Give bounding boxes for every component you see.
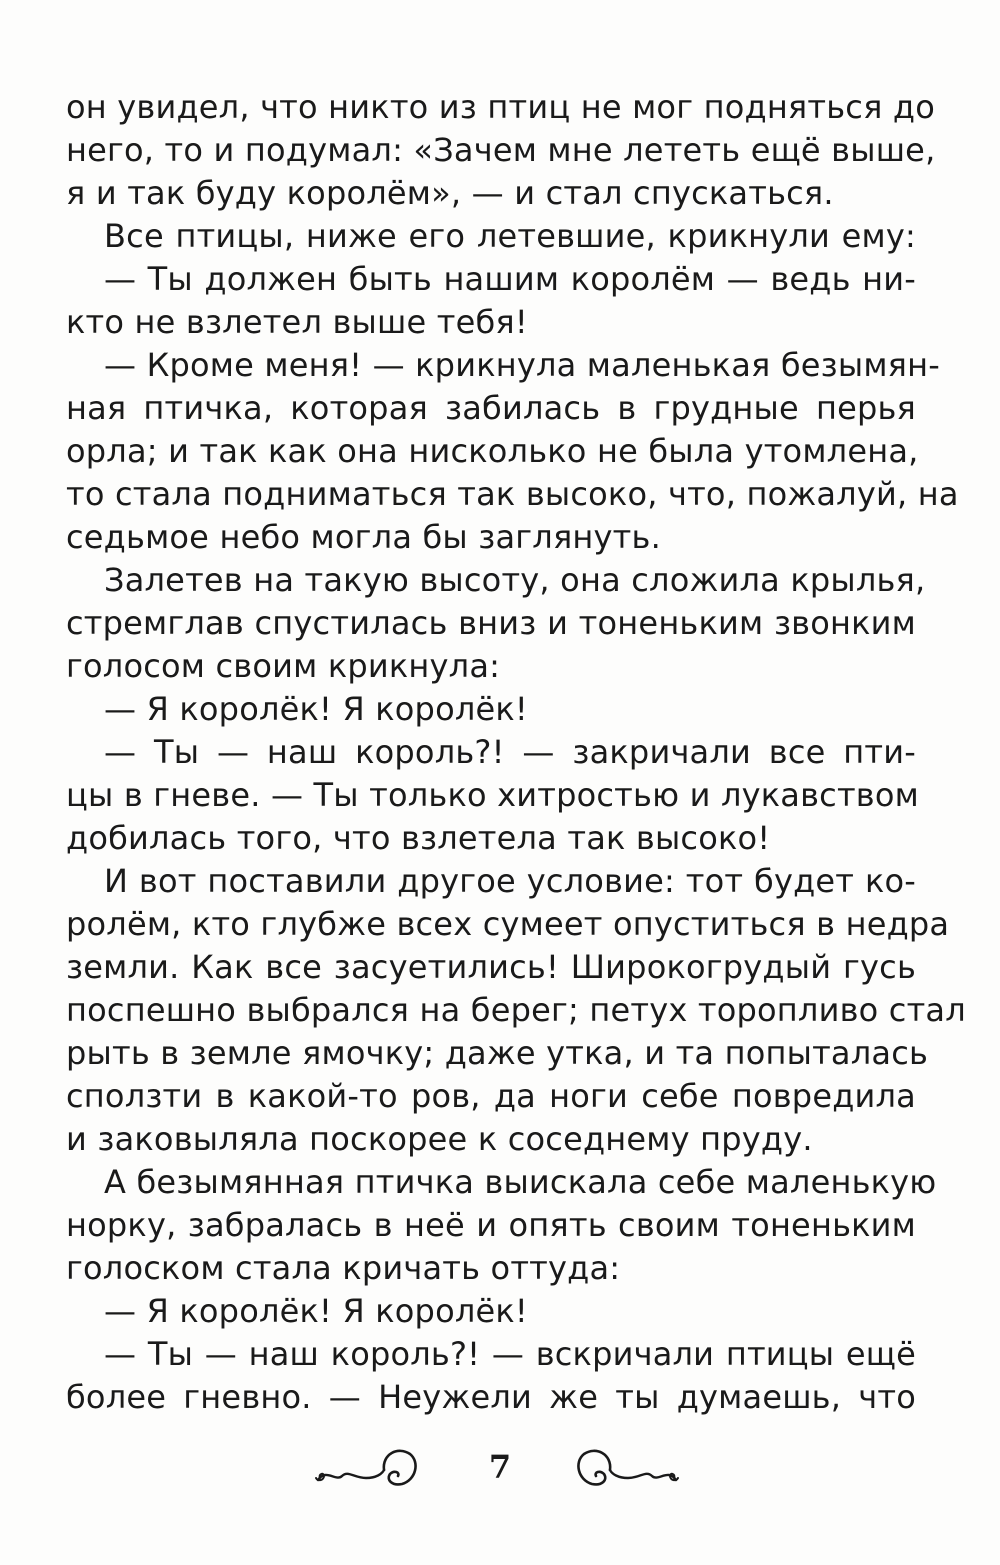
text-line: ная птичка, которая забилась в грудные перья (66, 389, 916, 427)
text-line: голосом своим крикнула: (66, 647, 501, 685)
text-line: И вот поставили другое условие: тот будет ко- (104, 862, 916, 900)
text-line: кто не взлетел выше тебя! (66, 303, 528, 341)
text-line: — Ты должен быть нашим королём — ведь ни- (104, 260, 916, 298)
text-line: рыть в земле ямочку; даже утка, и та попыталась (66, 1034, 929, 1072)
text-line: стремглав спустилась вниз и тоненьким звонким (66, 604, 916, 642)
text-line: я и так буду королём», — и стал спускаться. (66, 174, 834, 212)
text-line: цы в гневе. — Ты только хитростью и лукавством (66, 776, 919, 814)
page-footer (0, 1440, 1000, 1500)
text-line: — Кроме меня! — крикнула маленькая безымян- (104, 346, 941, 384)
page-body-text (66, 86, 966, 1419)
swirl-ornament-right-icon (572, 1440, 682, 1497)
text-line: ролём, кто глубже всех сумеет опуститься в недра (66, 905, 950, 943)
text-line: — Я королёк! Я королёк! (104, 1292, 528, 1330)
text-line: — Ты — наш король?! — вскричали птицы ещё (104, 1335, 916, 1373)
text-line: земли. Как все засуетились! Широкогрудый гусь (66, 948, 916, 986)
text-line: сползти в какой-то ров, да ноги себе повредила (66, 1077, 916, 1115)
text-line: норку, забралась в неё и опять своим тоненьким (66, 1206, 916, 1244)
text-line: Все птицы, ниже его летевшие, крикнули ему: (104, 217, 916, 255)
text-line: А безымянная птичка выискала себе маленькую (104, 1163, 937, 1201)
swirl-ornament-left-icon (312, 1440, 422, 1497)
text-line: он увидел, что никто из птиц не мог подняться до (66, 88, 936, 126)
text-line: Залетев на такую высоту, она сложила крылья, (104, 561, 926, 599)
text-line: поспешно выбрался на берег; петух торопливо стал (66, 991, 966, 1029)
text-line: более гневно. — Неужели же ты думаешь, что (66, 1378, 916, 1416)
text-line: голоском стала кричать оттуда: (66, 1249, 621, 1287)
text-line: добилась того, что взлетела так высоко! (66, 819, 771, 857)
text-line: и заковыляла поскорее к соседнему пруду. (66, 1120, 813, 1158)
text-line: седьмое небо могла бы заглянуть. (66, 518, 661, 556)
text-line: то стала подниматься так высоко, что, пожалуй, на (66, 475, 959, 513)
text-line: орла; и так как она нисколько не была утомлена, (66, 432, 919, 470)
text-line: — Я королёк! Я королёк! (104, 690, 528, 728)
text-line: него, то и подумал: «Зачем мне лететь ещё выше, (66, 131, 936, 169)
text-line: — Ты — наш король?! — закричали все пти- (104, 733, 916, 771)
page-number: 7 (488, 1448, 512, 1486)
